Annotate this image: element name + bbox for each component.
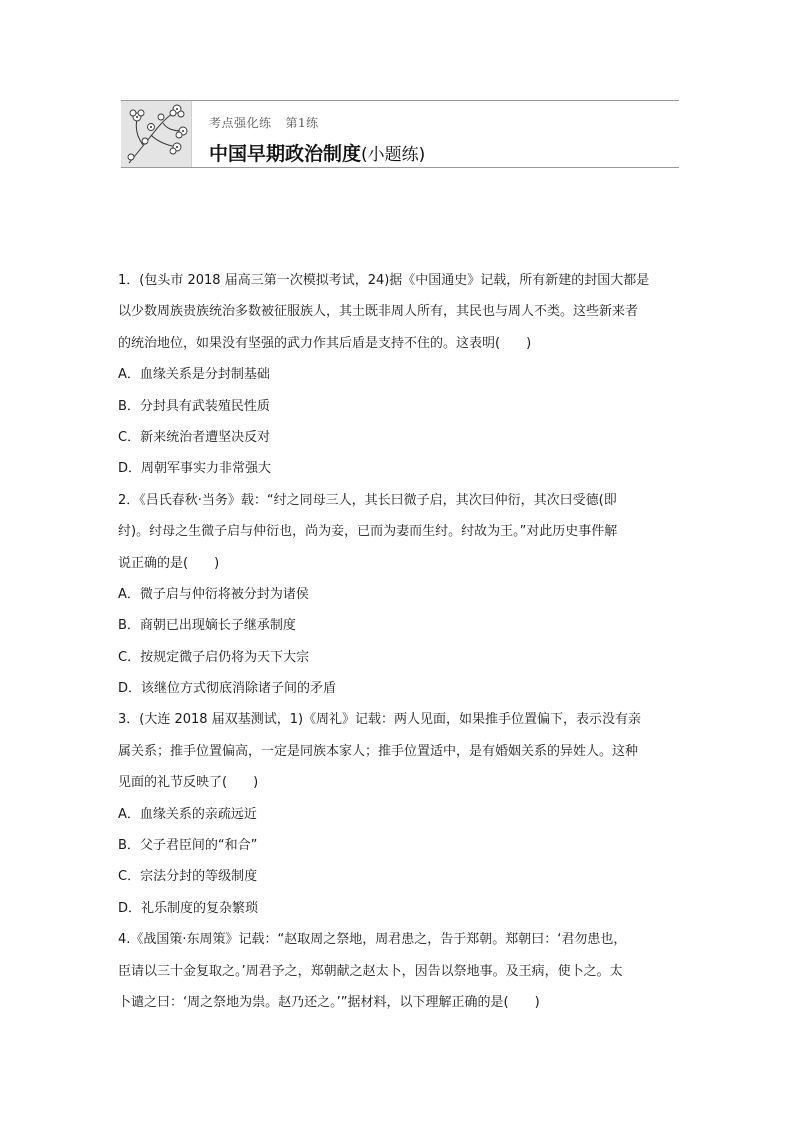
plum-blossom-logo — [121, 101, 192, 167]
plum-blossom-icon — [121, 101, 191, 167]
question-line: 属关系；推手位置偏高，一定是同族本家人；推手位置适中，是有婚姻关系的异姓人。这种 — [118, 743, 639, 759]
question-line: 臣请以三十金复取之。’周君予之，郑朝献之赵太卜，因告以祭地事。及王病，使卜之。太 — [118, 963, 623, 979]
option-b: B．父子君臣间的“和合” — [118, 838, 258, 854]
option-c: C．按规定微子启仍将为天下大宗 — [118, 649, 310, 665]
option-b: B．商朝已出现嫡长子继承制度 — [118, 618, 296, 634]
question-2 — [118, 485, 678, 705]
question-line: 见面的礼节反映了( ) — [118, 775, 259, 791]
title-suffix: (小题练) — [361, 145, 426, 165]
question-list — [118, 265, 678, 1018]
option-a: A．血缘关系的亲疏远近 — [118, 806, 257, 822]
question-line: 卜谴之曰：‘周之祭地为祟。赵乃还之。’”据材料，以下理解正确的是( ) — [118, 994, 540, 1010]
subtitle-left: 考点强化练 — [209, 116, 272, 130]
option-b: B．分封具有武装殖民性质 — [118, 398, 270, 414]
title-main: 中国早期政治制度 — [209, 143, 362, 165]
page-header — [121, 100, 679, 168]
question-line: 3．(大连 2018 届双基测试，1)《周礼》记载：两人见面，如果推手位置偏下，表示没有亲 — [118, 712, 642, 728]
option-a: A．微子启与仲衍将被分封为诸侯 — [118, 586, 309, 602]
question-line: 纣)。纣母之生微子启与仲衍也，尚为妾，已而为妻而生纣。纣故为王。”对此历史事件解 — [118, 524, 618, 540]
option-d: D．该继位方式彻底消除诸子间的矛盾 — [118, 681, 337, 697]
section-subtitle — [209, 114, 319, 131]
question-line: 说正确的是( ) — [118, 555, 220, 571]
question-line: 2．《吕氏春秋·当务》载：“纣之同母三人，其长曰微子启，其次曰仲衍，其次曰受德(即 — [118, 492, 617, 508]
question-3 — [118, 704, 678, 924]
question-4 — [118, 924, 678, 1018]
option-d: D．礼乐制度的复杂繁琐 — [118, 900, 259, 916]
question-line: 的统治地位，如果没有坚强的武力作其后盾是支持不住的。这表明( ) — [118, 335, 532, 351]
question-line: 以少数周族贵族统治多数被征服族人，其土既非周人所有，其民也与周人不类。这些新来者 — [118, 304, 639, 320]
subtitle-right: 第1练 — [285, 116, 319, 130]
page-title — [209, 139, 425, 166]
question-line: 4.《战国策·东周策》记载：“赵取周之祭地，周君患之，告于郑朝。郑朝曰：‘君勿患也， — [118, 932, 627, 948]
option-c: C．宗法分封的等级制度 — [118, 869, 258, 885]
option-c: C．新来统治者遭坚决反对 — [118, 429, 271, 445]
option-a: A．血缘关系是分封制基础 — [118, 367, 270, 383]
option-d: D．周朝军事实力非常强大 — [118, 461, 272, 477]
question-1 — [118, 265, 678, 485]
question-line: 1．(包头市 2018 届高三第一次模拟考试，24)据《中国通史》记载，所有新建的封国大都是 — [118, 273, 650, 288]
